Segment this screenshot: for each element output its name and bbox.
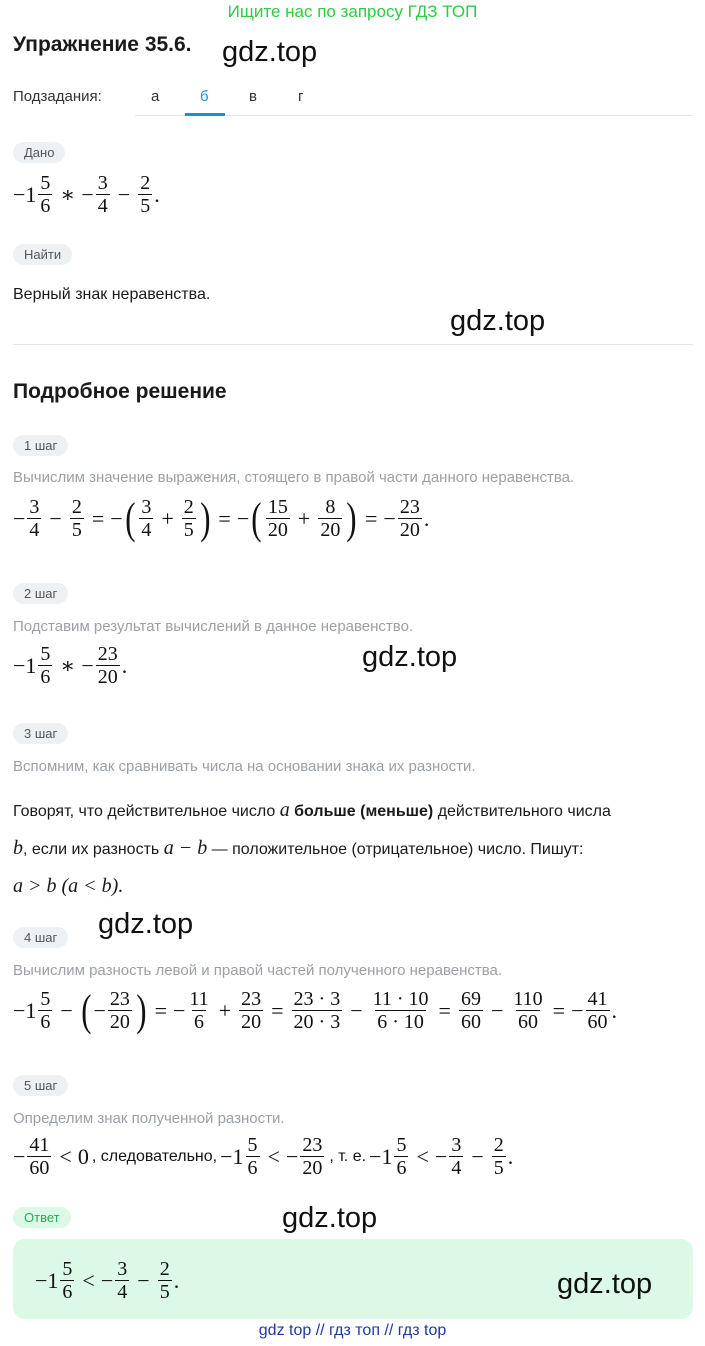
tab-a[interactable]: а <box>151 88 160 105</box>
watermark: gdz.top <box>282 1202 378 1234</box>
section-divider <box>13 344 693 345</box>
step1-formula: − $\frac{3}{4}$ − $\frac{2}{5}$ = − ( $\frac{3}{4}$ + $\frac{2}{5}$ ) = − ( $\frac{15}{20}$ + $\frac{8}{20}$ ) = − $\frac{23}{20}$ . <box>13 493 430 543</box>
watermark: gdz.top <box>362 641 458 673</box>
given-inequality: −1 $\frac{5}{6}$ ∗ − $\frac{3}{4}$ − $\frac{2}{5}$ . <box>13 172 160 217</box>
solution-title: Подробное решение <box>13 380 227 403</box>
top-banner[interactable]: Ищите нас по запросу ГДЗ ТОП <box>227 2 478 21</box>
step-description: Вычислим значение выражения, стоящего в правой части данного неравенства. <box>13 469 575 486</box>
find-text: Верный знак неравенства. <box>13 286 211 303</box>
step-badge: 1 шаг <box>13 435 68 456</box>
subtasks-label: Подзадания: <box>13 88 102 105</box>
step2-formula: −1 $\frac{5}{6}$ ∗ − $\frac{23}{20}$ . <box>13 643 128 688</box>
step-description: Определим знак полученной разности. <box>13 1110 285 1127</box>
tab-b[interactable]: б <box>200 88 209 105</box>
step-badge: 4 шаг <box>13 927 68 948</box>
step5-formula: − $\frac{41}{60}$ < 0 , следовательно, −1 $\frac{5}{6}$ < − $\frac{23}{20}$ , т. е. −1 $\frac{5}{6}$ < − $\frac{3}{4}$ − $\frac{2}{5}$ . <box>13 1134 514 1179</box>
watermark: gdz.top <box>222 36 318 68</box>
answer-formula: −1 $\frac{5}{6}$ < − $\frac{3}{4}$ − $\frac{2}{5}$ . <box>35 1258 180 1303</box>
exercise-title: Упражнение 35.6. <box>13 33 192 56</box>
answer-badge: Ответ <box>13 1207 71 1228</box>
find-badge: Найти <box>13 244 72 265</box>
tab-v[interactable]: в <box>249 88 257 105</box>
step-description: Вспомним, как сравнивать числа на основании знака их разности. <box>13 758 476 775</box>
step-badge: 3 шаг <box>13 723 68 744</box>
step-badge: 2 шаг <box>13 583 68 604</box>
step-badge: 5 шаг <box>13 1075 68 1096</box>
step4-formula: −1 $\frac{5}{6}$ − ( − $\frac{23}{20}$ ) = − $\frac{11}{6}$ + $\frac{23}{20}$ = $\frac{23 \cdot 3}{20 \cdot 3}$ − $\frac{11 \cdot 10}{6 \cdot 10}$ = $\frac{69}{60}$ − $\frac{110}{60}$ = − $\frac{41}{60}$ . <box>13 985 617 1035</box>
watermark: gdz.top <box>98 908 194 940</box>
step-description: Вычислим разность левой и правой частей полученного неравенства. <box>13 962 503 979</box>
step-description: Подставим результат вычислений в данное неравенство. <box>13 618 414 635</box>
tab-g[interactable]: г <box>298 88 304 105</box>
rule-text: Говорят, что действительное число a больше (меньше) действительного числа b, если их разность a − b — положительное (отрицательное) число. Пишут: a > b (a < b). <box>13 799 611 897</box>
footer-links[interactable]: gdz top // гдз топ // гдз top <box>258 1322 447 1339</box>
watermark: gdz.top <box>557 1268 653 1300</box>
active-tab-underline <box>185 113 225 116</box>
watermark: gdz.top <box>450 305 546 337</box>
given-badge: Дано <box>13 142 65 163</box>
